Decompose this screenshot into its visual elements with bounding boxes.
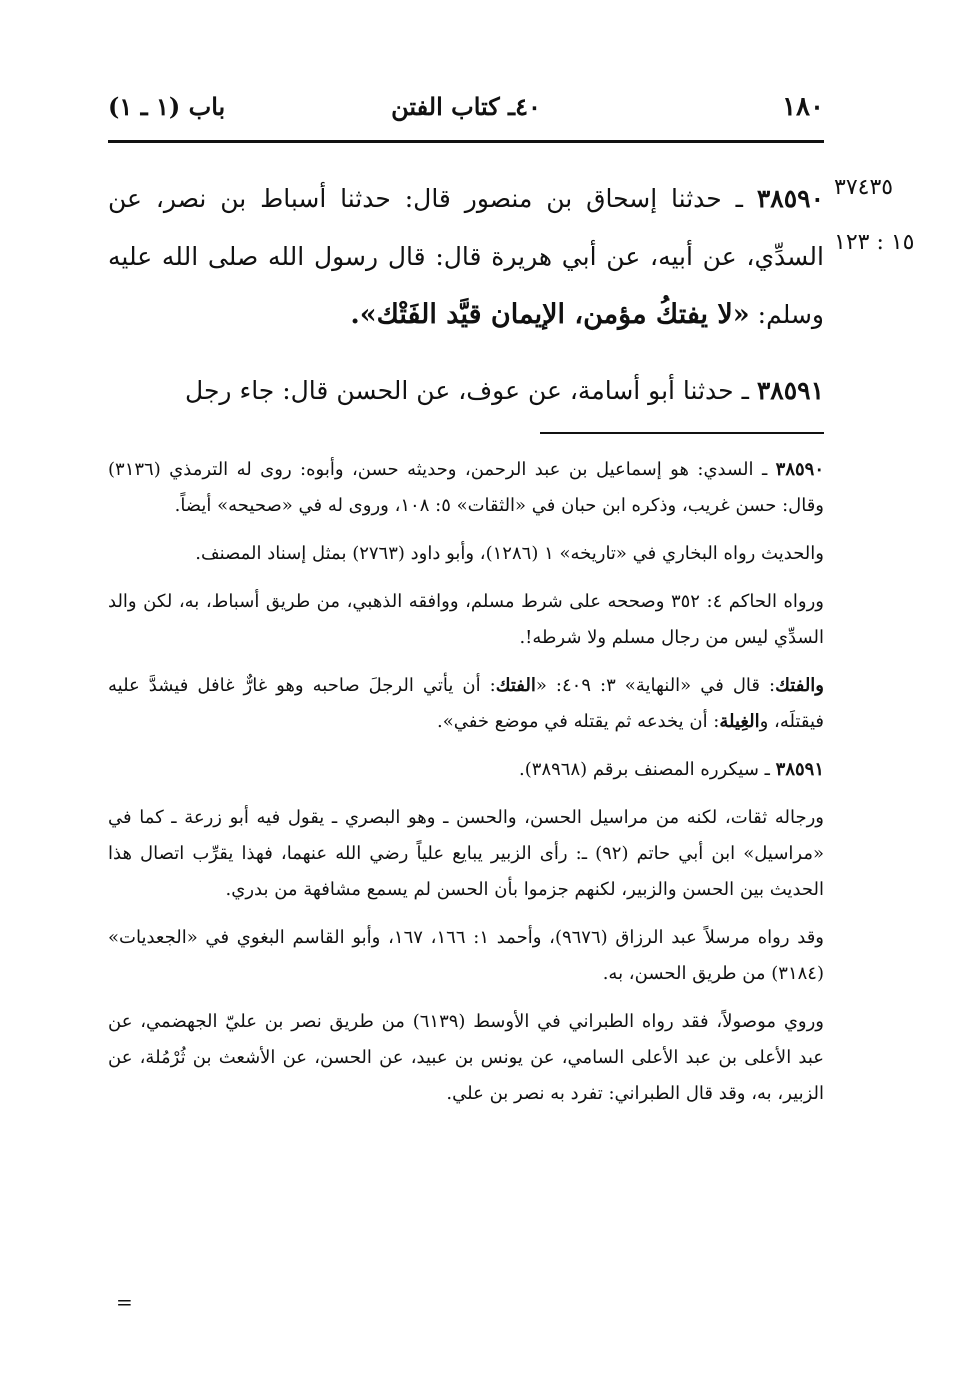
footnote-text: ـ سيكرره المصنف برقم (٣٨٩٦٨). bbox=[519, 759, 770, 780]
footnote-text: : أن يخدعه ثم يقتله في موضع خفي». bbox=[437, 711, 720, 732]
footnotes bbox=[108, 452, 824, 1124]
hadith-quote: «لا يفتكُ مؤمن، الإيمان قيَّد الفَتْك». bbox=[350, 299, 750, 330]
chapter-label: باب (١ ـ ١) bbox=[108, 92, 226, 121]
hadith-number: ٣٨٥٩١ bbox=[756, 376, 824, 405]
main-text bbox=[108, 170, 824, 420]
continuation-mark: = bbox=[116, 1290, 133, 1314]
footnote-text: ـ السدي: هو إسماعيل بن عبد الرحمن، وحديثه حسن، وأبوه: روى له الترمذي (٣١٣٦) وقال: حسن غريب، وذكره ابن حبان في «الثقات» ٥: ١٠٨، وروى له في «صحيحه» أيضاً. bbox=[108, 459, 824, 516]
footnote: ورجاله ثقات، لكنه من مراسيل الحسن، والحسن ـ وهو البصري ـ يقول فيه أبو زرعة ـ كما في «مراسيل» ابن أبي حاتم (٩٢) ـ: رأى الزبير يبايع علياً رضي الله عنهما، فهذا يقرِّب اتصال هذا الحديث بين الحسن والزبير، لكنهم جزموا بأن الحسن لم يسمع مشافهة من بدري. bbox=[108, 807, 824, 900]
footnote: ورواه الحاكم ٤: ٣٥٢ وصححه على شرط مسلم، ووافقه الذهبي، من طريق أسباط، به، لكن والد السدِّي ليس من رجال مسلم ولا شرطه!. bbox=[108, 591, 825, 648]
footnote: والحديث رواه البخاري في «تاريخه» ١ (١٢٨٦)، وأبو داود (٢٧٦٣) بمثل إسناد المصنف. bbox=[195, 543, 824, 564]
footnote: وقد رواه مرسلاً عبد الرزاق (٩٦٧٦)، وأحمد ١: ١٦٦، ١٦٧، وأبو القاسم البغوي في «الجعديات» (٣١٨٤) من طريق الحسن، به. bbox=[108, 927, 824, 984]
header-rule bbox=[108, 140, 824, 143]
hadith-38590 bbox=[108, 170, 824, 344]
hadith-number: ٣٨٥٩٠ bbox=[756, 184, 824, 213]
footnote-term: الغِيلة bbox=[719, 711, 760, 732]
footnote-term: الفتك bbox=[495, 675, 536, 696]
hadith-38591 bbox=[108, 362, 824, 420]
footnote-term: والفتك bbox=[775, 675, 824, 696]
margin-reference-1: ٣٧٤٣٥ bbox=[834, 175, 894, 200]
footnote-text: : أن يأتي الرجلَ صاحبه وهو غارٌّ غافل فيشدَّ عليه فيقتلَه، و bbox=[108, 675, 824, 732]
footnote bbox=[108, 668, 824, 740]
footnote-rule bbox=[540, 432, 824, 434]
hadith-text: ـ حدثنا إسحاق بن منصور قال: حدثنا أسباط بن نصر، عن السدِّي، عن أبيه، عن أبي هريرة قال: قال رسول الله صلى الله عليه وسلم: bbox=[108, 184, 824, 329]
page-number: ١٨٠ bbox=[782, 92, 824, 122]
footnote bbox=[108, 752, 824, 788]
margin-reference-2: ١٥ : ١٢٣ bbox=[834, 230, 915, 255]
footnote: وروي موصولاً، فقد رواه الطبراني في الأوسط (٦١٣٩) من طريق نصر بن عليّ الجهضمي، عن عبد الأعلى بن عبد الأعلى السامي، عن يونس بن عبيد، عن الحسن، عن الأشعث بن ثُرْمُلة، عن الزبير، به، وقد قال الطبراني: تفرد به نصر بن علي. bbox=[108, 1011, 824, 1104]
page-header bbox=[108, 92, 824, 132]
footnote-number: ٣٨٥٩٠ bbox=[775, 459, 824, 480]
footnote bbox=[108, 452, 824, 524]
footnote-text: : قال في «النهاية» ٣: ٤٠٩: « bbox=[535, 675, 776, 696]
hadith-text: ـ حدثنا أبو أسامة، عن عوف، عن الحسن قال: جاء رجل bbox=[185, 376, 749, 405]
footnote-number: ٣٨٥٩١ bbox=[775, 759, 824, 780]
book-title: ٤٠ـ كتاب الفتن bbox=[391, 92, 541, 121]
